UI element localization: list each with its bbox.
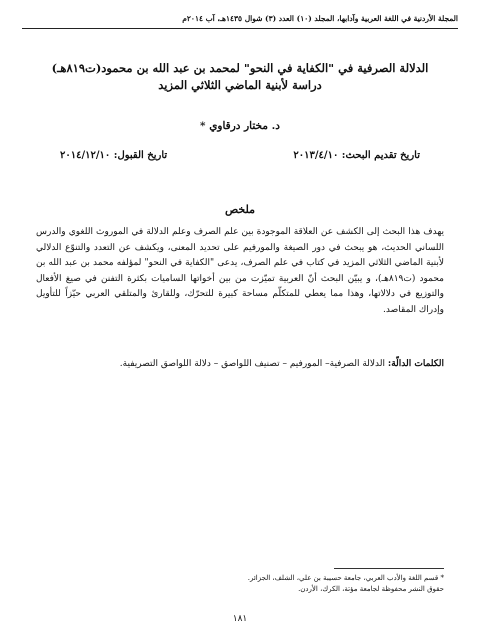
keywords bbox=[36, 357, 444, 372]
footnote-copyright: حقوق النشر محفوظة لجامعة مؤتة، الكرك، الأردن. bbox=[298, 585, 444, 593]
author-name: د. مختار درقاوي * bbox=[200, 120, 280, 132]
footnote-separator bbox=[334, 568, 444, 569]
paper-title bbox=[30, 60, 450, 94]
paper-title-line2: دراسة لأبنية الماضي الثلاثي المزيد bbox=[158, 78, 322, 92]
journal-header bbox=[22, 10, 458, 29]
paper-title-line1: الدلالة الصرفية في "الكفاية في النحو" لمحمد بن عبد الله بن محمود(ت٨١٩هـ) bbox=[51, 61, 429, 75]
page-number: ١٨١ bbox=[232, 614, 248, 624]
dates-row bbox=[60, 150, 420, 166]
abstract-heading: ملخص bbox=[224, 203, 256, 216]
keywords-text: الدلالة الصرفية– المورفيم – تصنيف اللواصق – دلالة اللواصق التصريفية. bbox=[119, 359, 386, 369]
acceptance-date: تاريخ القبول: ٢٠١٤/١٢/١٠ bbox=[60, 150, 168, 161]
journal-header-text: المجلة الأردنية في اللغة العربية وآدابها، المجلد (١٠) العدد (٣) شوال ١٤٣٥هـ، آب ٢٠١٤م bbox=[182, 14, 458, 23]
submission-date: تاريخ تقديم البحث: ٢٠١٣/٤/١٠ bbox=[293, 150, 420, 161]
keywords-label: الكلمات الدالّة: bbox=[387, 359, 444, 369]
footnote-affiliation: * قسم اللغة والأدب العربي، جامعة حسيبة بن علي، الشلف، الجزائر. bbox=[247, 574, 444, 582]
abstract-body: يهدف هذا البحث إلى الكشف عن العلاقة الموجودة بين علم الصرف وعلم الدلالة في الموروث اللغوي والدرس اللساني الحديث، هو يبحث في دور الصيغة والمورفيم على تحديد المعنى، ويكشف عن التعدد والتنوّع الدلالي لأبنية الماضي الثلاثي المزيد في كتاب في علم الصرف، يدعى "الكفاية في النحو" لمؤلفه محمد بن عبد الله بن محمود (ت٨١٩هـ)، و يبيّن البحث أنّ العربية تميّزت من بين أخواتها الساميات بكثرة التفنن في صيغ الأفعال والتوزيع في دلالاتها، وهذا مما يعطي للمتكلّم مساحة كبيرة للتحرّك، وللقارئ والمتلقي العربي حيّزاً للتأويل وإدراك المقاصد. bbox=[36, 227, 444, 315]
